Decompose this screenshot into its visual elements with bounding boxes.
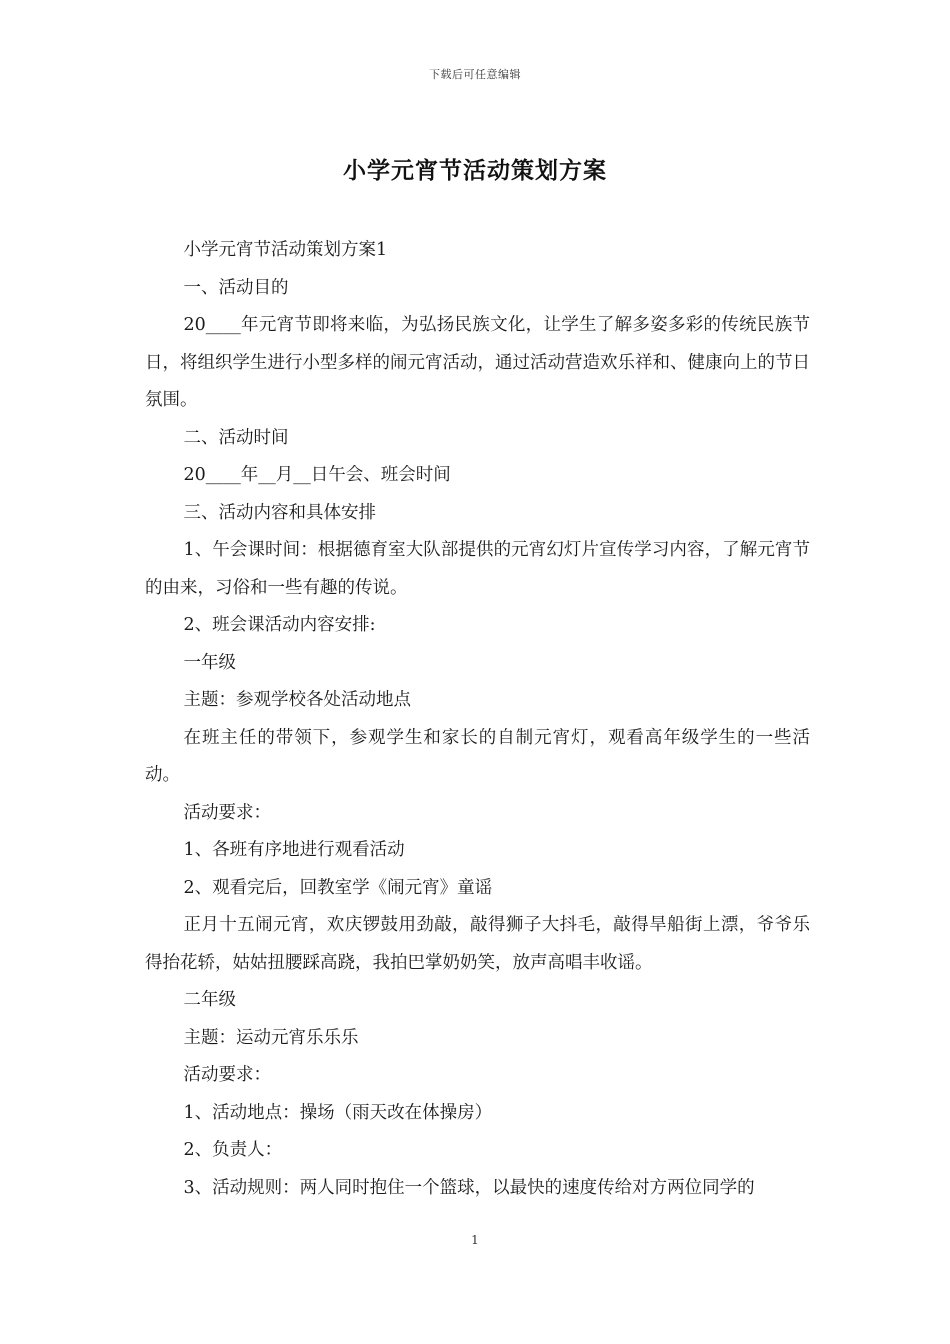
section-heading: 小学元宵节活动策划方案1 — [183, 240, 388, 260]
list-item: 2、观看完后，回教室学《闹元宵》童谣 — [183, 877, 493, 898]
grade-heading: 一年级 — [183, 652, 236, 673]
page-number: 1 — [471, 1233, 479, 1247]
document-title: 小学元宵节活动策划方案 — [343, 157, 607, 184]
section-heading: 二、活动时间 — [183, 427, 289, 448]
body-paragraph: 20____年__月__日午会、班会时间 — [183, 465, 451, 485]
list-item: 3、活动规则：两人同时抱住一个篮球，以最快的速度传给对方两位同学的 — [183, 1177, 755, 1198]
document-body — [145, 232, 810, 1207]
list-item: 1、各班有序地进行观看活动 — [183, 840, 405, 860]
body-paragraph: 20____年元宵节即将来临，为弘扬民族文化，让学生了解多姿多彩的传统民族节日，将组织学生进行小型多样的闹元宵活动，通过活动营造欢乐祥和、健康向上的节日氛围。 — [145, 315, 810, 410]
body-paragraph: 1、午会课时间：根据德育室大队部提供的元宵幻灯片宣传学习内容，了解元宵节的由来，习俗和一些有趣的传说。 — [145, 540, 810, 598]
body-paragraph: 活动要求： — [183, 802, 271, 823]
body-paragraph: 主题：参观学校各处活动地点 — [183, 690, 411, 710]
body-paragraph: 2、班会课活动内容安排: — [183, 615, 376, 635]
body-paragraph: 主题：运动元宵乐乐乐 — [183, 1027, 359, 1048]
body-paragraph: 在班主任的带领下，参观学生和家长的自制元宵灯，观看高年级学生的一些活动。 — [145, 727, 810, 785]
grade-heading: 二年级 — [183, 990, 236, 1010]
body-paragraph: 正月十五闹元宵，欢庆锣鼓用劲敲，敲得狮子大抖毛，敲得旱船街上漂，爷爷乐得抬花轿，姑姑扭腰踩高跷，我拍巴掌奶奶笑，放声高唱丰收谣。 — [145, 915, 810, 973]
list-item: 1、活动地点：操场（雨天改在体操房） — [183, 1102, 493, 1123]
section-heading: 一、活动目的 — [183, 277, 289, 298]
page-header-note: 下载后可任意编辑 — [429, 68, 521, 81]
body-paragraph: 活动要求： — [183, 1065, 271, 1085]
section-heading: 三、活动内容和具体安排 — [183, 502, 376, 523]
list-item: 2、负责人： — [183, 1140, 283, 1160]
